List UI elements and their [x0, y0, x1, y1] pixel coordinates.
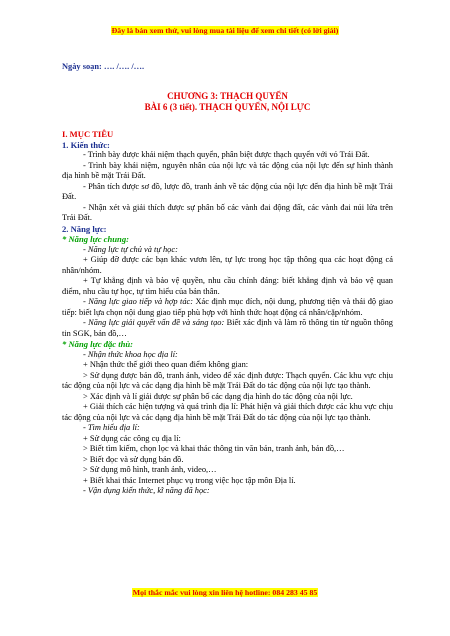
- competence-lead-text: - Tìm hiểu địa lí:: [83, 423, 140, 433]
- competence-item: + Sử dụng các công cụ địa lí:: [83, 433, 181, 443]
- preview-banner-text: Đây là bản xem thử, vui lòng mua tài liệu để xem chi tiết (có lời giải): [111, 26, 339, 35]
- document-body: [62, 62, 393, 497]
- competence-lead-text: - Năng lực giải quyết vấn đề và sáng tạo:: [83, 318, 225, 328]
- competence-lead: [62, 350, 393, 361]
- competence-item: [62, 297, 393, 318]
- competence-lead: [62, 486, 393, 497]
- competence-item: > Xác định và lí giải được sự phân bố các dạng địa hình do tác động của nội lực.: [83, 391, 353, 401]
- competence-lead-text: - Năng lực tự chủ và tự học:: [83, 244, 178, 254]
- competence-item-text: Biết xác định và làm rõ thông tin từ nguồn thông tin SGK, bản đồ,…: [62, 318, 393, 338]
- knowledge-item: - Trình bày được khái niệm thạch quyển, phân biệt được thạch quyển với vỏ Trái Đất.: [83, 150, 370, 160]
- subsection-knowledge: 1. Kiến thức:: [62, 139, 110, 150]
- competence-lead-text: - Vận dụng kiến thức, kĩ năng đã học:: [83, 486, 210, 496]
- lesson-title: BÀI 6 (3 tiết). THẠCH QUYỂN, NỘI LỰC: [144, 102, 311, 112]
- competence-item: > Sử dụng mô hình, tranh ảnh, video,…: [83, 465, 217, 475]
- competence-item: + Tự khẳng định và bảo vệ quyền, nhu cầu chính đáng: biết khẳng định và bảo vệ quan điểm, nhu cầu tự học, tự tìm hiểu của bản thân.: [62, 276, 393, 296]
- competence-item: + Giải thích các hiện tượng và quá trình địa lí: Phát hiện và giải thích được các khu vực chịu tác động của nội lực và các dạng địa hình bề mặt Trái Đất do tác động của nội lực tạo thành.: [62, 402, 393, 422]
- competence-lead-text: - Năng lực giao tiếp và hợp tác:: [83, 297, 194, 307]
- competence-item: + Biết khai thác Internet phục vụ trong việc học tập môn Địa lí.: [83, 475, 296, 485]
- specific-competence-heading: * Năng lực đặc thù:: [62, 339, 134, 350]
- competence-item: + Nhận thức thế giới theo quan điểm không gian:: [83, 360, 249, 370]
- competence-lead: [62, 423, 393, 434]
- competence-item: > Biết đọc và sử dụng bản đồ.: [83, 454, 184, 464]
- competence-item: + Giúp đỡ được các bạn khác vươn lên, tự lực trong học tập thông qua các hoạt động cá nhân/nhóm.: [62, 255, 393, 275]
- general-competence-heading: * Năng lực chung:: [62, 234, 129, 245]
- knowledge-item: - Trình bày khái niệm, nguyên nhân của nội lực và tác động của nội lực đến sự hình thành địa hình bề mặt Trái Đất.: [62, 160, 393, 181]
- competence-item-text: Xác định mục đích, nội dung, phương tiện và thái độ giao tiếp: biết lựa chọn nội dung giao tiếp phù hợp với hình thức hoạt động cá nhân/cặp/nhóm.: [62, 297, 393, 317]
- hotline-banner-text: Mọi thắc mắc vui lòng xin liên hệ hotline: 084 283 45 85: [132, 588, 318, 597]
- date-line: Ngày soạn: …. /…. /….: [62, 62, 145, 71]
- competence-item: > Biết tìm kiếm, chọn lọc và khai thác thông tin văn bản, tranh ảnh, bản đồ,…: [83, 444, 345, 454]
- subsection-competence: 2. Năng lực:: [62, 223, 107, 234]
- preview-banner: [0, 26, 450, 35]
- competence-item: [62, 318, 393, 339]
- competence-item: > Sử dụng được bản đồ, tranh ảnh, video để xác định được: Thạch quyển. Các khu vực chịu tác động của nội lực và các dạng địa hình bề mặt Trái Đất do tác động của nội lực tạo thành.: [62, 370, 393, 391]
- hotline-banner: [0, 588, 450, 597]
- competence-lead: [62, 245, 393, 256]
- chapter-title: CHƯƠNG 3: THẠCH QUYỂN: [167, 91, 288, 101]
- knowledge-item: - Phân tích được sơ đồ, lược đồ, tranh ảnh về tác động của nội lực đến địa hình bề mặt Trái Đất.: [62, 181, 393, 202]
- competence-lead-text: - Nhận thức khoa học địa lí:: [83, 349, 178, 359]
- knowledge-item: - Nhận xét và giải thích được sự phân bố các vành đai động đất, các vành đai núi lửa trên Trái Đất.: [62, 202, 393, 223]
- section-objectives: I. MỤC TIÊU: [62, 129, 114, 139]
